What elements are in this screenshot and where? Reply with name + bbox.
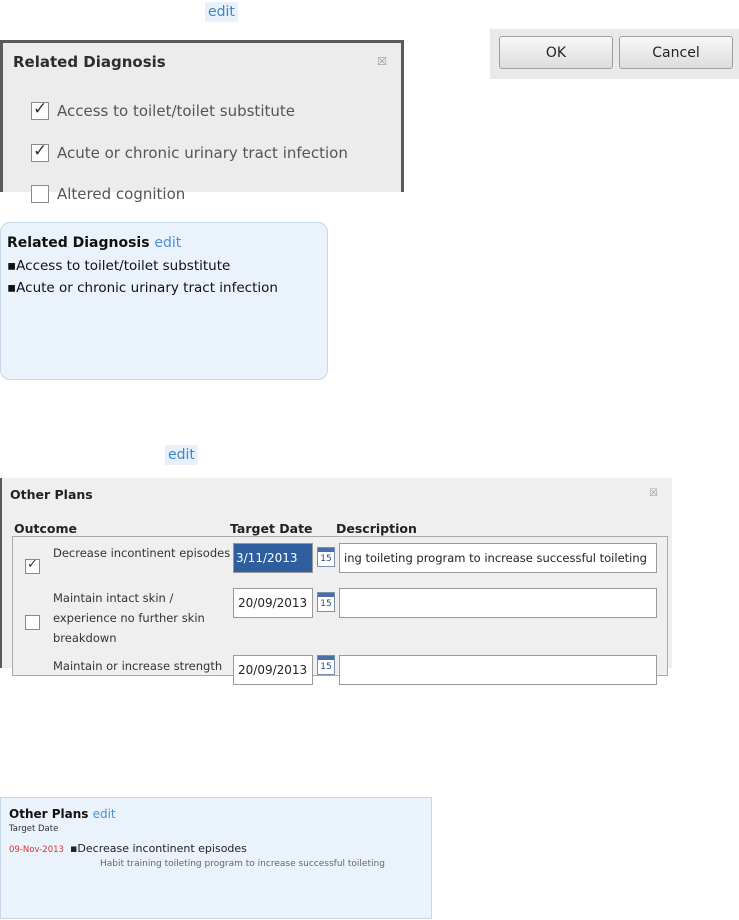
plan-row [9,842,423,855]
related-diagnosis-dialog [0,40,404,203]
checkbox-unchecked-icon[interactable] [31,185,49,203]
list-item: ▪ Acute or chronic urinary tract infection [7,277,321,299]
diagnosis-option-label: Acute or chronic urinary tract infection [57,144,348,162]
panel-title: Other Plans [9,807,89,821]
column-label-target-date: Target Date [9,824,59,834]
diagnosis-option[interactable] [31,182,185,206]
checkbox-checked-icon[interactable] [31,102,49,120]
outcome-label: Maintain intact skin / experience no further skin breakdown [53,591,205,645]
other-plans-dialog [0,478,672,677]
calendar-icon[interactable]: 15 [317,592,335,612]
diagnosis-option-label: Altered cognition [57,185,186,203]
edit-link[interactable]: edit [92,807,116,821]
column-header-description: Description [336,521,417,536]
diagnosis-option[interactable] [31,141,348,165]
other-plans-summary-panel [0,797,432,919]
close-icon[interactable]: ☒ [377,55,387,68]
dialog-button-bar [490,29,739,79]
outcome-grid [12,536,668,676]
cancel-button[interactable]: Cancel [619,36,733,69]
dialog-title: Related Diagnosis [13,53,166,71]
close-icon[interactable]: ☒ [649,488,658,499]
list-item: ▪ Access to toilet/toilet substitute [7,255,321,277]
panel-title: Related Diagnosis [7,235,150,251]
panel-heading [9,807,423,821]
target-date-input[interactable]: 20/09/2013 [233,655,313,685]
target-date-input[interactable]: 20/09/2013 [233,588,313,618]
dialog-title: Other Plans [10,487,93,502]
outcome-label: Decrease incontinent episodes [53,546,231,560]
description-input[interactable] [339,655,657,685]
checkbox-unchecked-icon[interactable] [25,615,40,630]
diagnosis-option[interactable] [31,99,295,123]
ok-button[interactable]: OK [499,36,613,69]
outcome-text: ▪ Decrease incontinent episodes [70,842,247,855]
target-date: 09-Nov-2013 [9,845,64,855]
dialog-title-bar [3,43,401,79]
diagnosis-option-label: Access to toilet/toilet substitute [57,102,295,120]
edit-link[interactable]: edit [154,235,182,251]
checkbox-checked-icon[interactable] [31,144,49,162]
calendar-icon[interactable]: 15 [317,547,335,567]
outcome-label: Maintain or increase strength [53,659,223,673]
edit-link-other-plans[interactable]: edit [165,445,198,465]
description-input[interactable] [339,588,657,618]
panel-heading [7,235,321,251]
column-header-outcome: Outcome [14,521,78,536]
calendar-icon[interactable]: 15 [317,655,335,675]
target-date-input[interactable]: 3/11/2013 [233,543,313,573]
plan-description: Habit training toileting program to increase successful toileting [100,859,385,869]
related-diagnosis-summary-panel [0,222,328,380]
column-header-target-date: Target Date [230,521,313,536]
description-input[interactable]: ing toileting program to increase successful toileting [339,543,657,573]
checkbox-checked-icon[interactable] [25,559,40,574]
edit-link-related-diagnosis[interactable]: edit [205,2,238,22]
